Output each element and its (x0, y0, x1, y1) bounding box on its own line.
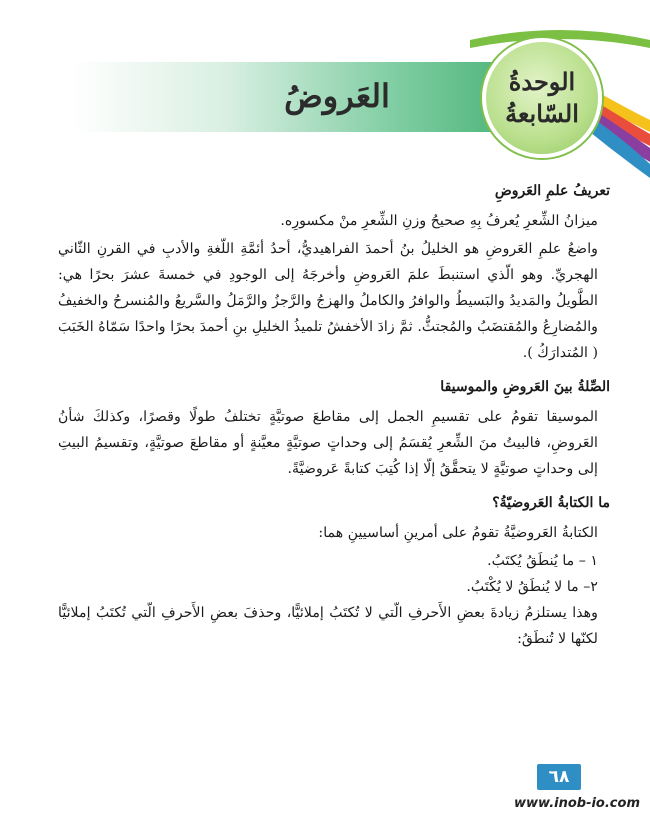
definition-paragraph-1: ميزانُ الشِّعرِ يُعرفُ بِهِ صحيحُ وزنِ الشِّعرِ منْ مكسورِه. (280, 213, 598, 229)
writing-intro: الكتابةُ العَروضيَّةُ تقومُ على أمرينِ أساسيينِ هما: (318, 525, 598, 541)
relation-paragraph: الموسيقا تقومُ على تقسيمِ الجمل إلى مقاطعَ صوتيَّةٍ تختلفُ طولًا وقصرًا، وكذلكَ شأنُ العَروضِ، فالبيتُ منَ الشِّعرِ يُقسَمُ إلى وحداتٍ صوتيَّةٍ معيَّنةٍ أو مقاطعَ صوتيَّةٍ، وتقسيمُ البيتِ إلى وحداتٍ صوتيَّةٍ لا يتحقَّقُ إلّا إذا كُتِبَ كتابةً عَروضيَّةً. (58, 409, 598, 477)
writing-rule-2: ٢– ما لا يُنطَقُ لا يُكْتَبُ. (466, 579, 598, 595)
writing-paragraph-last: وهذا يستلزمُ زيادةَ بعضِ الأَحرفِ الّتي لا تُكتَبُ إملائيًّا، وحذفَ بعضِ الأَحرفِ الّتي تُكتَبُ إملائيًّا لكنّها لا تُنطَقُ: (58, 605, 598, 647)
unit-badge-line1: الوحدةُ (508, 67, 576, 96)
site-watermark: www.inob-io.com (514, 796, 640, 811)
page-title: العَروضُ (284, 77, 390, 115)
unit-badge-line2: السّابعةُ (505, 99, 579, 128)
definition-paragraph-2: واضعُ علمِ العَروضِ هو الخليلُ بنُ أحمدَ الفراهيديُّ، أحدُ أئمَّةِ اللّغةِ والأدبِ في القرنِ الثّاني الهجريِّ. وهو الّذي استنبطَ علمَ العَروضِ وأخرجَهُ إلى الوجودِ في خمسةَ عشرَ بحرًا هي: الطَّويلُ والمَديدُ والبَسيطُ والوافرُ والكاملُ والهزجُ والرَّجزُ والرَّمَلُ والسَّريعُ والمُنسرحُ والخفيفُ والمُضارِعُ والمُقتضَبُ والمُجتثُّ. ثمَّ زادَ الأخفشُ تلميذُ الخليلِ بنِ أحمدَ بحرًا واحدًا سَمّاهُ الخَبَبَ ( المُتدارَكُ ). (58, 241, 598, 361)
section-heading-writing: ما الكتابةُ العَروضيّةُ؟ (492, 495, 610, 511)
writing-rule-1: ١ – ما يُنطَقُ يُكتَبُ. (487, 553, 598, 569)
section-heading-relation: الصِّلةُ بينَ العَروضِ والموسيقا (440, 379, 610, 395)
main-content (58, 172, 610, 654)
section-heading-definition: تعريفُ علمِ العَروضِ (494, 183, 610, 199)
unit-badge (482, 38, 602, 158)
page-number-badge: ٦٨ (537, 764, 581, 790)
